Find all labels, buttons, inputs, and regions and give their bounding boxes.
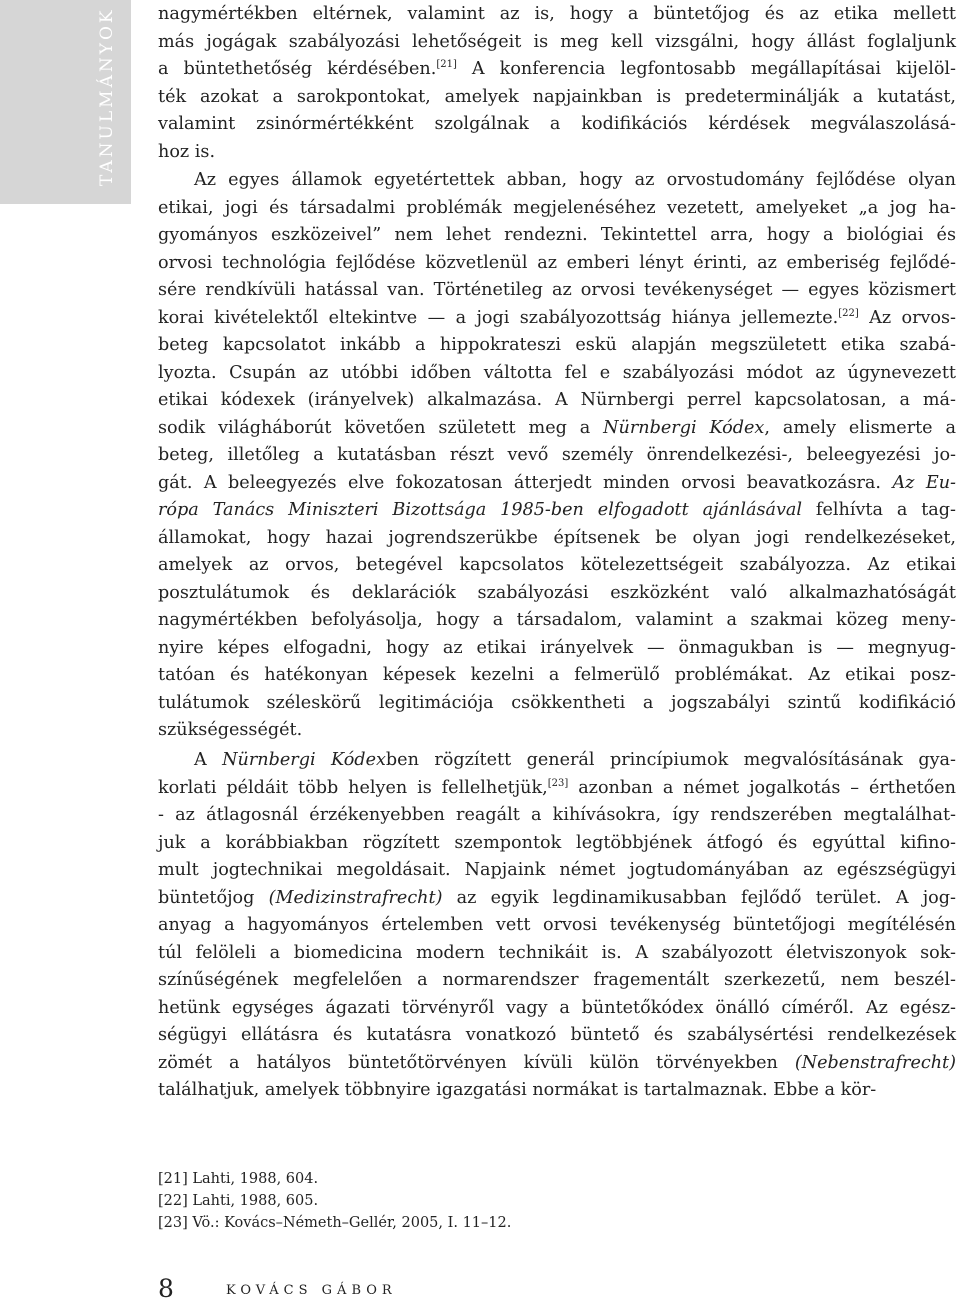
text-line: etikai kódexek (irányelvek) alkalmazása. A Nürnbergi perrel kapcsolatosan, a má- xyxy=(158,390,956,410)
text-line: a büntethetőség kérdésében.[21] A konferencia legfontosabb megállapításai kijelöl- xyxy=(158,59,956,79)
footnote-ref: [21] xyxy=(436,59,457,70)
text-line: büntetőjog (Medizinstrafrecht) az egyik legdinamikusabban fejlődő terület. A jog- xyxy=(158,887,956,908)
text-line: mult jogtechnikai megoldásait. Napjaink német jogtudományában az egészségügyi xyxy=(158,860,956,880)
text-line: túl felöleli a biomedicina modern technikáit is. A szabályozott életviszonyok sok- xyxy=(158,942,956,963)
running-head: KOVÁCS GÁBOR xyxy=(226,1283,397,1298)
text-line: sére rendkívüli hatással van. Történetileg az orvosi tevékenységet — egyes közismert xyxy=(158,280,956,300)
text-line: rópa Tanács Miniszteri Bizottsága 1985-ben elfogadott ajánlásával felhívta a tag- xyxy=(158,500,956,520)
text-line: színűségének megfelelően a normarendszer fragementált szerkezetű, nem beszél- xyxy=(158,970,956,990)
text-line: államokat, hogy hazai jogrendszerükbe építsenek be olyan jogi rendelkezéseket, xyxy=(158,527,956,548)
text-line: amelyek az orvos, betegével kapcsolatos kötelezettségeit szabályozza. Az etikai xyxy=(158,555,956,575)
text-line: gát. A beleegyezés elve fokozatosan átterjedt minden orvosi beavatkozásra. Az Eu- xyxy=(158,472,956,493)
text-line: hetünk egységes ágazati törvényről vagy a büntetőkódex önálló címéről. Az egész- xyxy=(158,997,956,1018)
text-line: nagymértékben befolyásolja, hogy a társadalom, valamint a szakmai közeg meny- xyxy=(158,610,956,630)
text-line: beteg kapcsolatot inkább a hippokrateszi eskü alapján megszületett etika szabá- xyxy=(158,335,956,355)
text-line: zömét a hatályos büntetőtörvényen kívüli külön törvényekben (Nebenstrafrecht) xyxy=(158,1052,956,1073)
text-line: tatóan és hatékonyan képesek kezelni a felmerülő problémákat. Az etikai posz- xyxy=(158,665,956,685)
paragraph xyxy=(158,167,956,745)
text-line: hoz is. xyxy=(158,141,216,162)
section-label: TANULMÁNYOK xyxy=(97,7,117,186)
text-line: posztulátumok és deklarációk szabályozási eszközként való alkalmazhatóságát xyxy=(158,582,956,603)
text-line: juk a korábbiakban rögzített szempontok legtöbbjének átfogó és egyúttal kifino- xyxy=(158,832,956,853)
text-line: beteg, illetőleg a kutatásban részt vevő személy önrendelkezési-, beleegyezési jo- xyxy=(158,445,956,465)
text-line: találhatjuk, amelyek többnyire igazgatási normákat is tartalmaznak. Ebbe a kör- xyxy=(158,1080,877,1100)
text-line: anyag a hagyományos értelemben vett orvosi tevékenység büntetőjogi megítélésén xyxy=(158,915,956,935)
text-line: más jogágak szabályozási lehetőségeit is meg kell vizsgálni, hogy állást foglaljunk xyxy=(158,31,956,52)
text-line: tulátumok széleskörű legitimációja csökkentheti a jogszabályi szintű kodifikáció xyxy=(158,692,956,713)
paragraph xyxy=(158,1,956,166)
footnote: [22] Lahti, 1988, 605. xyxy=(158,1193,319,1209)
footnote: [23] Vö.: Kovács–Németh–Gellér, 2005, I. 11–12. xyxy=(158,1215,512,1231)
text-line: gyományos eszközeivel” nem lehet rendezni. Tekintettel arra, hogy a biológiai és xyxy=(158,225,956,245)
page-number: 8 xyxy=(158,1274,174,1303)
text-line: Az egyes államok egyetértettek abban, hogy az orvostudomány fejlődése olyan xyxy=(194,170,956,190)
text-line: korlati példáit több helyen is fellelhetjük,[23] azonban a német jogalkotás – érthetően xyxy=(158,777,957,798)
text-line: ségügyi ellátásra és kutatásra vonatkozó büntető és szabálysértési rendelkezések xyxy=(158,1025,956,1045)
text-line: nyire képes elfogadni, hogy az etikai irányelvek — önmagukban is — megnyug- xyxy=(158,637,956,658)
text-line: - az átlagosnál érzékenyebben reagált a kihívásokra, így rendszerében megtalálhat- xyxy=(158,805,956,825)
text-line: szükségességét. xyxy=(158,720,303,740)
footnote-ref: [22] xyxy=(838,307,859,319)
text-line: orvosi technológia fejlődése közvetlenül az emberi lényt érinti, az emberiség fejlődé- xyxy=(158,252,956,273)
footnotes xyxy=(158,1168,918,1234)
text-line: ték azokat a sarokpontokat, amelyek napjainkban is predeterminálják a kutatást, xyxy=(158,86,956,107)
text-line: lyozta. Csupán az utóbbi időben váltotta fel e szabályozási módot az úgynevezett xyxy=(158,362,956,383)
text-line: valamint zsinórmértékként szolgálnak a kodifikációs kérdések megválaszolásá- xyxy=(158,114,956,134)
paragraph xyxy=(158,747,956,1105)
footnote: [21] Lahti, 1988, 604. xyxy=(158,1171,319,1187)
section-tab xyxy=(0,0,131,204)
text-line: sodik világháborút követően született meg a Nürnbergi Kódex, amely elismerte a xyxy=(158,417,956,438)
text-line: nagymértékben eltérnek, valamint az is, hogy a büntetőjog és az etika mellett xyxy=(158,4,956,24)
text-line: korai kivételektől eltekintve — a jogi szabályozottság hiánya jellemezte.[22] Az orvos- xyxy=(158,307,957,328)
text-line: etikai, jogi és társadalmi problémák megjelenéséhez vezetett, amelyeket „a jog ha- xyxy=(158,197,956,218)
text-line: A Nürnbergi Kódexben rögzített generál princípiumok megvalósításának gya- xyxy=(194,750,956,770)
footnote-ref: [23] xyxy=(547,777,569,789)
